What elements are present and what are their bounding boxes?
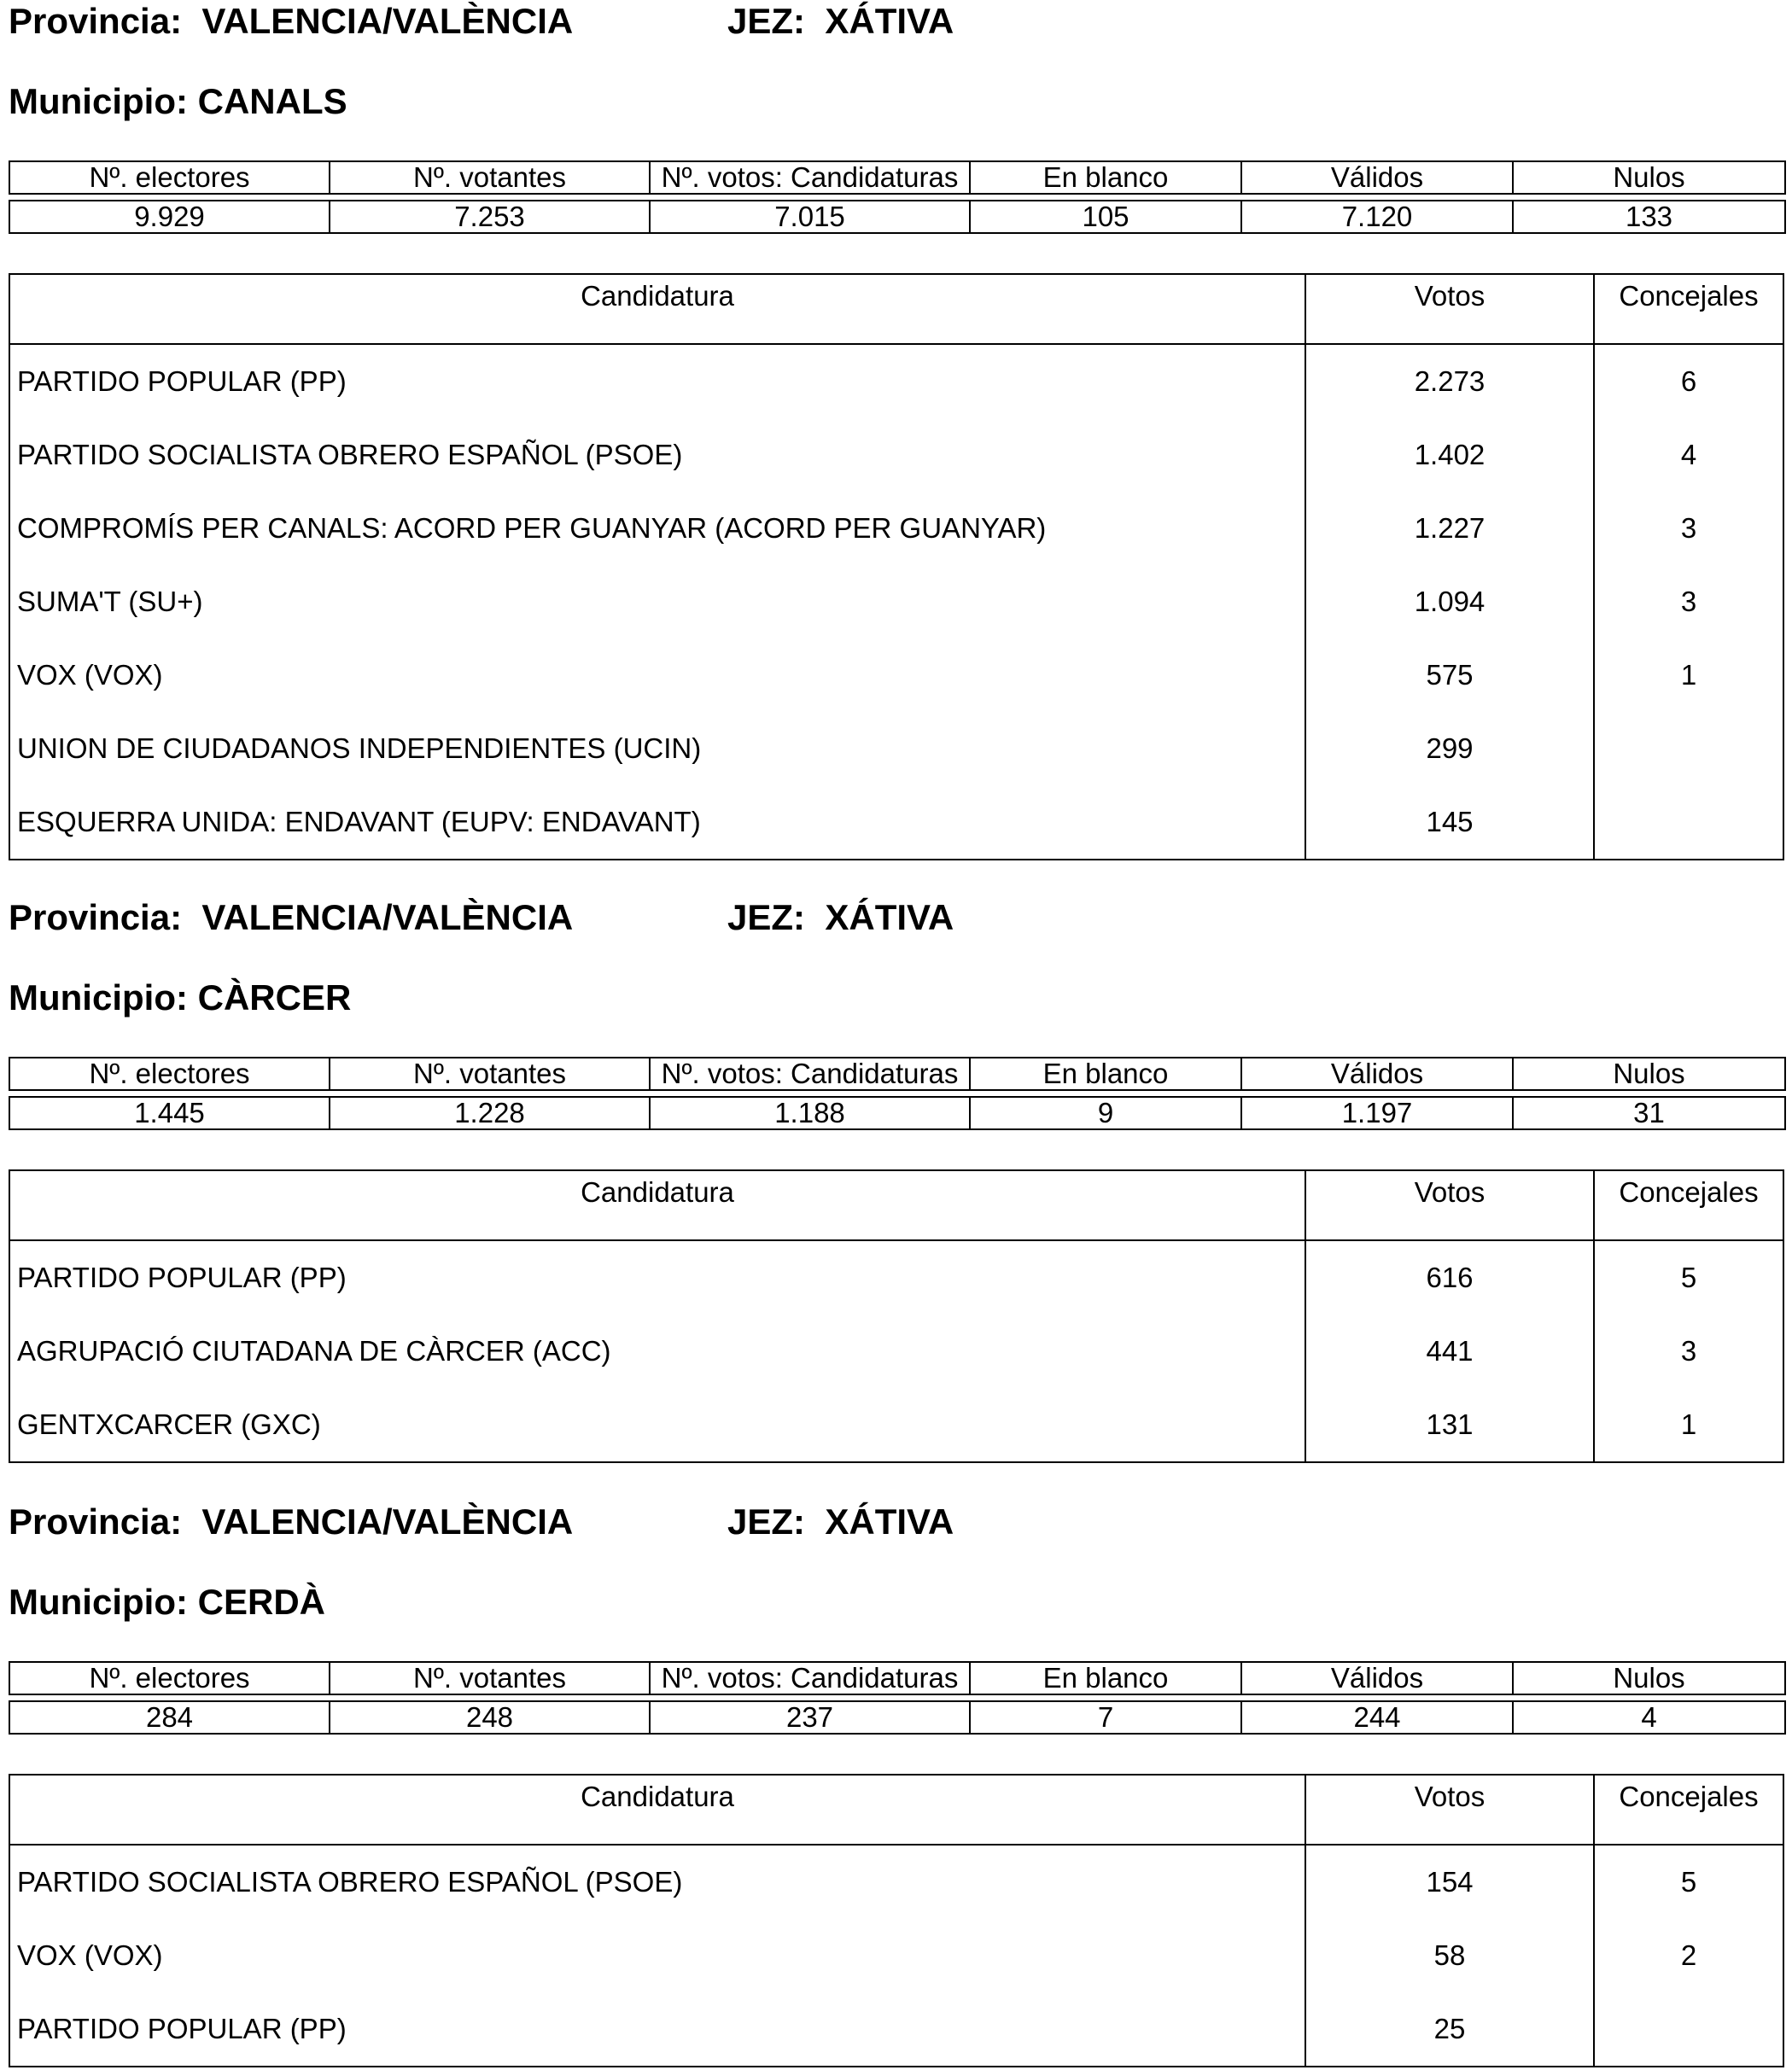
candidatura-row <box>10 1388 1783 1461</box>
municipio-line <box>9 80 347 123</box>
provincia-value: VALENCIA/VALÈNCIA <box>201 1 574 41</box>
candidatura-votos: 58 <box>1306 1919 1595 1992</box>
municipio-value: CANALS <box>197 81 347 121</box>
stats-header: Nº. votos: Candidaturas <box>650 1058 970 1090</box>
stats-value: 7.120 <box>1241 201 1513 233</box>
candidatura-concejales: 6 <box>1680 365 1697 397</box>
stats-value: 248 <box>330 1701 650 1734</box>
stats-header: Nº. electores <box>9 1662 330 1694</box>
stats-header: Nº. votantes <box>330 161 650 194</box>
candidatura-concejales: 4 <box>1680 439 1697 470</box>
candidatura-votos: 154 <box>1306 1846 1595 1919</box>
candidatura-row <box>10 492 1783 565</box>
stats-value: 4 <box>1513 1701 1785 1734</box>
candidatura-votos: 131 <box>1306 1388 1595 1461</box>
candidatura-name: PARTIDO SOCIALISTA OBRERO ESPAÑOL (PSOE) <box>10 1846 1306 1919</box>
candidatura-name: COMPROMÍS PER CANALS: ACORD PER GUANYAR (ACORD PER GUANYAR) <box>10 492 1306 565</box>
candidatura-row <box>10 638 1783 712</box>
header-votos: Votos <box>1306 275 1595 343</box>
candidatura-votos: 2.273 <box>1306 345 1595 418</box>
candidaturas-table <box>9 273 1784 860</box>
header-candidatura: Candidatura <box>10 275 1306 343</box>
candidatura-name: VOX (VOX) <box>10 638 1306 712</box>
stats-header: Nulos <box>1513 1058 1785 1090</box>
candidatura-row <box>10 565 1783 638</box>
jez-line <box>727 896 954 939</box>
candidaturas-table <box>9 1774 1784 2067</box>
provincia-line <box>9 1501 954 1543</box>
candidatura-concejales: 3 <box>1680 512 1697 544</box>
municipio-value: CERDÀ <box>197 1582 325 1622</box>
candidaturas-header-row <box>10 275 1783 345</box>
candidatura-votos: 25 <box>1306 1992 1595 2066</box>
candidatura-concejales: 5 <box>1680 1262 1697 1293</box>
jez-line <box>727 1501 954 1543</box>
candidatura-name: PARTIDO POPULAR (PP) <box>10 1992 1306 2066</box>
candidatura-concejales: 3 <box>1680 586 1697 617</box>
jez-line <box>727 0 954 43</box>
provincia-line <box>9 0 954 43</box>
stats-value: 7.015 <box>650 201 970 233</box>
jez-label: JEZ: <box>727 1501 806 1542</box>
stats-value: 31 <box>1513 1097 1785 1129</box>
candidatura-name: AGRUPACIÓ CIUTADANA DE CÀRCER (ACC) <box>10 1315 1306 1388</box>
candidatura-name: UNION DE CIUDADANOS INDEPENDIENTES (UCIN) <box>10 712 1306 785</box>
stats-value: 1.445 <box>9 1097 330 1129</box>
stats-value: 133 <box>1513 201 1785 233</box>
stats-header: En blanco <box>970 1058 1241 1090</box>
jez-value: XÁTIVA <box>825 1501 954 1542</box>
stats-value: 1.197 <box>1241 1097 1513 1129</box>
stats-value: 7 <box>970 1701 1241 1734</box>
provincia-label: Provincia: <box>9 897 183 937</box>
header-concejales: Concejales <box>1619 1176 1759 1208</box>
candidatura-name: PARTIDO POPULAR (PP) <box>10 1241 1306 1315</box>
stats-header: Válidos <box>1241 1662 1513 1694</box>
candidatura-concejales: 3 <box>1680 1335 1697 1367</box>
candidatura-concejales <box>1595 785 1783 859</box>
candidatura-row <box>10 345 1783 418</box>
stats-header-row <box>9 161 1785 194</box>
candidatura-row <box>10 1846 1783 1919</box>
candidatura-votos: 1.094 <box>1306 565 1595 638</box>
municipio-line <box>9 977 351 1019</box>
stats-header: Nº. votos: Candidaturas <box>650 161 970 194</box>
candidaturas-header-row <box>10 1776 1783 1846</box>
stats-value: 237 <box>650 1701 970 1734</box>
stats-header: Nº. votantes <box>330 1662 650 1694</box>
candidatura-votos: 616 <box>1306 1241 1595 1315</box>
candidatura-votos: 145 <box>1306 785 1595 859</box>
candidatura-name: ESQUERRA UNIDA: ENDAVANT (EUPV: ENDAVANT) <box>10 785 1306 859</box>
candidatura-concejales: 5 <box>1680 1866 1697 1898</box>
stats-header-row <box>9 1058 1785 1090</box>
candidaturas-table <box>9 1169 1784 1463</box>
candidatura-votos: 575 <box>1306 638 1595 712</box>
candidatura-name: PARTIDO POPULAR (PP) <box>10 345 1306 418</box>
candidatura-name: PARTIDO SOCIALISTA OBRERO ESPAÑOL (PSOE) <box>10 418 1306 492</box>
stats-table <box>9 1057 1786 1130</box>
stats-value-row <box>9 201 1785 233</box>
stats-value: 244 <box>1241 1701 1513 1734</box>
header-votos: Votos <box>1306 1776 1595 1844</box>
candidatura-votos: 1.402 <box>1306 418 1595 492</box>
candidatura-row <box>10 418 1783 492</box>
candidatura-concejales: 1 <box>1680 1408 1697 1440</box>
candidatura-name: VOX (VOX) <box>10 1919 1306 1992</box>
header-candidatura: Candidatura <box>10 1776 1306 1844</box>
candidaturas-header-row <box>10 1171 1783 1241</box>
stats-header: Nº. votantes <box>330 1058 650 1090</box>
jez-label: JEZ: <box>727 897 806 937</box>
stats-table <box>9 1661 1786 1735</box>
provincia-line <box>9 896 954 939</box>
stats-value: 284 <box>9 1701 330 1734</box>
stats-value-row <box>9 1097 1785 1129</box>
provincia-value: VALENCIA/VALÈNCIA <box>201 897 574 937</box>
candidatura-row <box>10 1315 1783 1388</box>
stats-value: 1.188 <box>650 1097 970 1129</box>
stats-value: 9.929 <box>9 201 330 233</box>
candidatura-name: GENTXCARCER (GXC) <box>10 1388 1306 1461</box>
candidatura-votos: 1.227 <box>1306 492 1595 565</box>
municipio-value: CÀRCER <box>197 977 352 1018</box>
stats-table <box>9 160 1786 234</box>
stats-header: Nulos <box>1513 1662 1785 1694</box>
candidatura-votos: 441 <box>1306 1315 1595 1388</box>
candidatura-concejales <box>1595 712 1783 785</box>
candidatura-row <box>10 1241 1783 1315</box>
candidatura-votos: 299 <box>1306 712 1595 785</box>
stats-header: En blanco <box>970 161 1241 194</box>
jez-value: XÁTIVA <box>825 897 954 937</box>
municipio-label: Municipio: <box>9 81 188 121</box>
provincia-label: Provincia: <box>9 1501 183 1542</box>
candidatura-row <box>10 785 1783 859</box>
stats-header: Nº. electores <box>9 1058 330 1090</box>
candidatura-row <box>10 1992 1783 2066</box>
header-concejales: Concejales <box>1619 280 1759 312</box>
header-candidatura: Candidatura <box>10 1171 1306 1239</box>
header-concejales: Concejales <box>1619 1781 1759 1812</box>
jez-value: XÁTIVA <box>825 1 954 41</box>
stats-value: 105 <box>970 201 1241 233</box>
stats-header: Válidos <box>1241 161 1513 194</box>
provincia-label: Provincia: <box>9 1 183 41</box>
candidatura-concejales: 1 <box>1680 659 1697 691</box>
jez-label: JEZ: <box>727 1 806 41</box>
stats-header-row <box>9 1662 1785 1694</box>
stats-header: Nulos <box>1513 161 1785 194</box>
municipio-label: Municipio: <box>9 1582 188 1622</box>
stats-header: En blanco <box>970 1662 1241 1694</box>
candidatura-row <box>10 1919 1783 1992</box>
candidatura-concejales: 2 <box>1680 1939 1697 1971</box>
municipio-label: Municipio: <box>9 977 188 1018</box>
candidatura-row <box>10 712 1783 785</box>
stats-header: Válidos <box>1241 1058 1513 1090</box>
stats-value: 9 <box>970 1097 1241 1129</box>
provincia-value: VALENCIA/VALÈNCIA <box>201 1501 574 1542</box>
municipio-line <box>9 1581 325 1624</box>
candidatura-concejales <box>1595 1992 1783 2066</box>
stats-value: 7.253 <box>330 201 650 233</box>
stats-value: 1.228 <box>330 1097 650 1129</box>
stats-header: Nº. electores <box>9 161 330 194</box>
header-votos: Votos <box>1306 1171 1595 1239</box>
stats-header: Nº. votos: Candidaturas <box>650 1662 970 1694</box>
candidatura-name: SUMA'T (SU+) <box>10 565 1306 638</box>
stats-value-row <box>9 1701 1785 1734</box>
